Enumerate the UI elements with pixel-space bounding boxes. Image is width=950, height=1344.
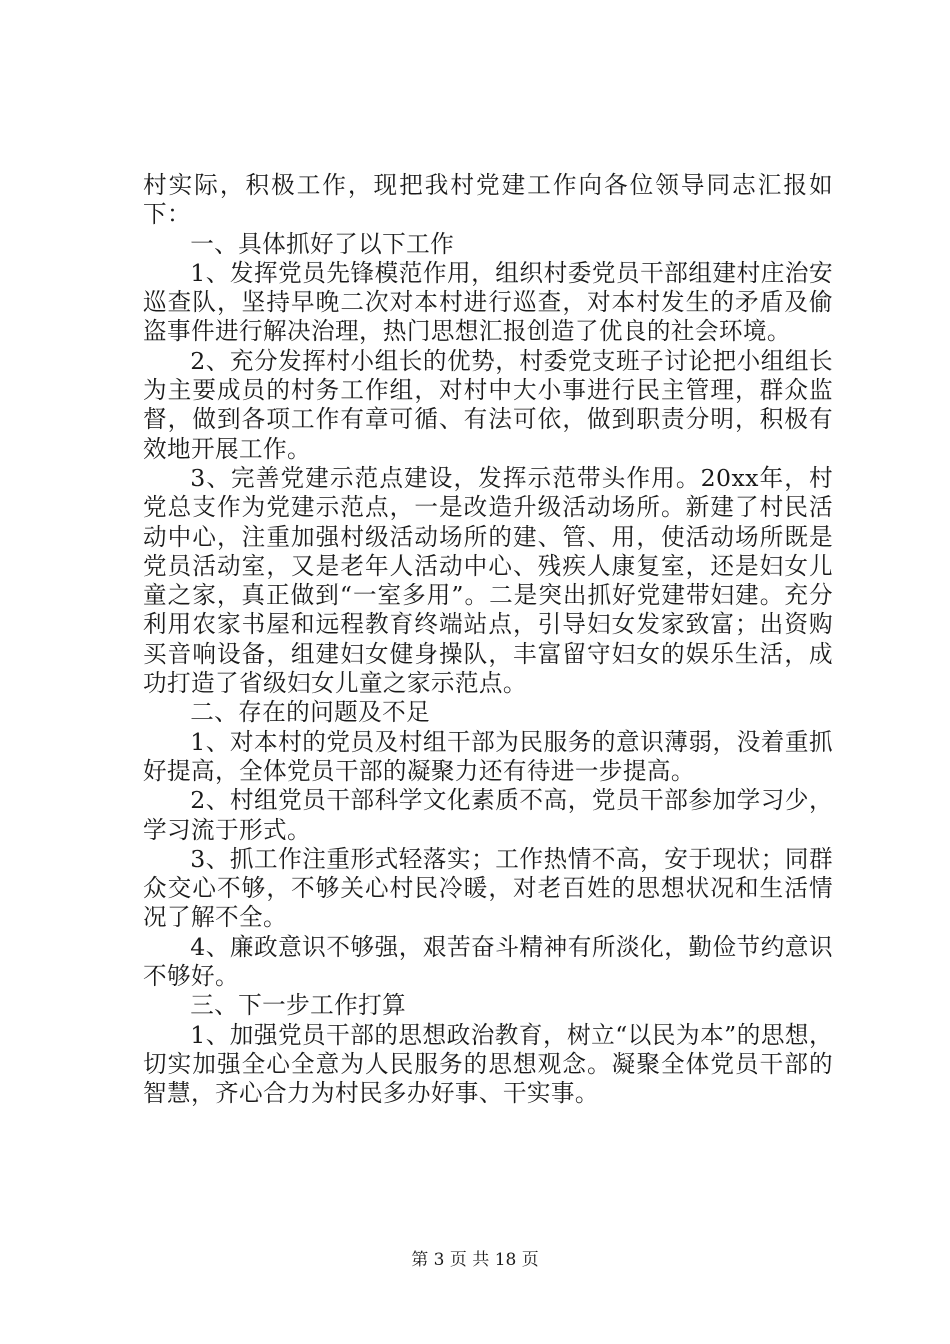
paragraph-problem-3: 3、抓工作注重形式轻落实；工作热情不高，安于现状；同群众交心不够，不够关心村民冷暖，对老百姓的思想状况和生活情况了解不全。 [143, 844, 833, 932]
paragraph-problem-2: 2、村组党员干部科学文化素质不高，党员干部参加学习少，学习流于形式。 [143, 786, 833, 844]
paragraph-work-3: 3、完善党建示范点建设，发挥示范带头作用。20xx年，村党总支作为党建示范点，一是改造升级活动场所。新建了村民活动中心，注重加强村级活动场所的建、管、用，使活动场所既是党员活动室，又是老年人活动中心、残疾人康复室，还是妇女儿童之家，真正做到“一室多用”。二是突出抓好党建带妇建。充分利用农家书屋和远程教育终端站点，引导妇女发家致富；出资购买音响设备，组建妇女健身操队，丰富留守妇女的娱乐生活，成功打造了省级妇女儿童之家示范点。 [143, 463, 833, 698]
paragraph-plan-1: 1、加强党员干部的思想政治教育，树立“以民为本”的思想，切实加强全心全意为人民服务的思想观念。凝聚全体党员干部的智慧，齐心合力为村民多办好事、干实事。 [143, 1020, 833, 1108]
section-heading-1: 一、具体抓好了以下工作 [190, 229, 455, 258]
paragraph-problem-4: 4、廉政意识不够强，艰苦奋斗精神有所淡化，勤俭节约意识不够好。 [143, 932, 833, 991]
section-heading-3: 三、下一步工作打算 [190, 991, 407, 1020]
paragraph-work-2: 2、充分发挥村小组长的优势，村委党支班子讨论把小组组长为主要成员的村务工作组，对村中大小事进行民主管理，群众监督，做到各项工作有章可循、有法可依，做到职责分明，积极有效地开展工作。 [143, 346, 833, 463]
page-number-footer: 第 3 页 共 18 页 [411, 1250, 539, 1270]
paragraph-problem-1: 1、对本村的党员及村组干部为民服务的意识薄弱，没着重抓好提高，全体党员干部的凝聚力还有待进一步提高。 [143, 727, 833, 785]
paragraph-work-1: 1、发挥党员先锋模范作用，组织村委党员干部组建村庄治安巡查队，坚持早晚二次对本村进行巡查，对本村发生的矛盾及偷盗事件进行解决治理，热门思想汇报创造了优良的社会环境。 [143, 258, 833, 346]
document-body [143, 171, 833, 1109]
section-heading-2: 二、存在的问题及不足 [190, 698, 431, 727]
paragraph-continuation: 村实际，积极工作，现把我村党建工作向各位领导同志汇报如下： [143, 171, 833, 229]
